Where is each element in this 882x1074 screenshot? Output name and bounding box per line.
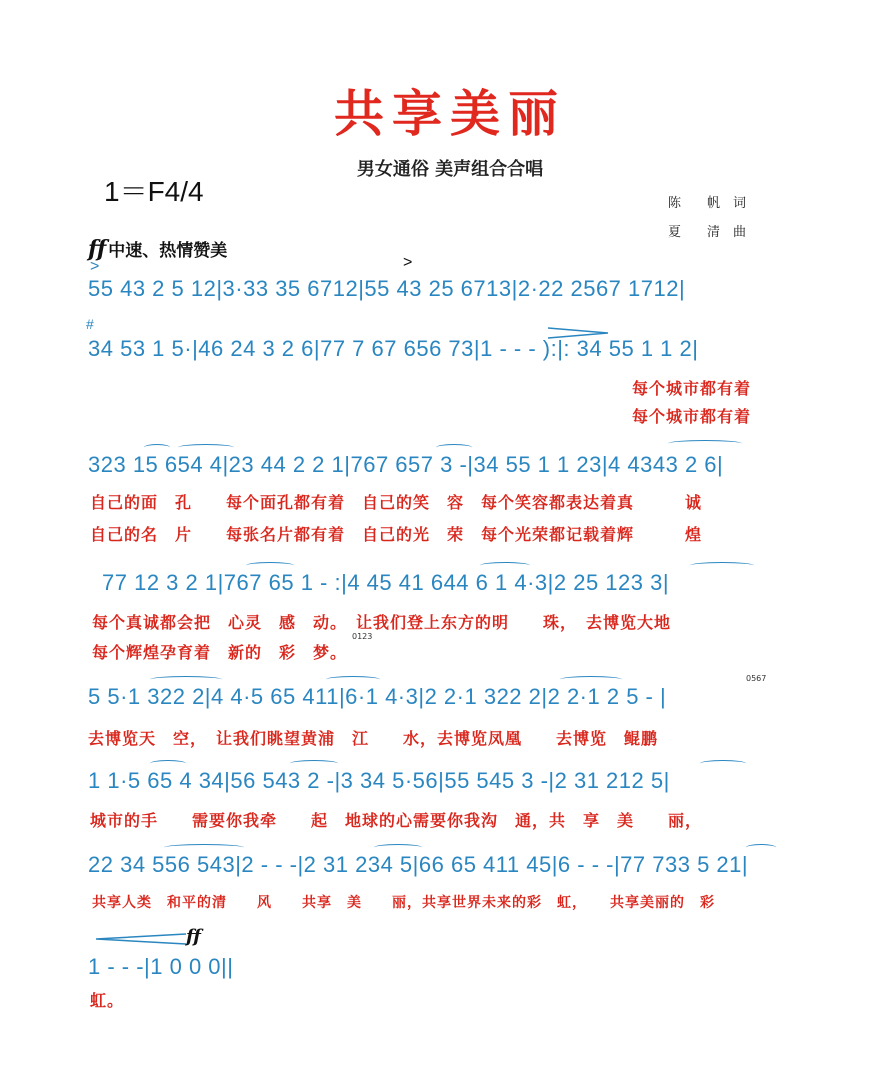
tempo-dynamic: ff	[88, 236, 107, 262]
lyricist-credit: 陈 帆 词	[668, 196, 747, 211]
lyric-line: 共享人类 和平的清 风 共享 美 丽，共享世界未来的彩 虹， 共享美丽的 彩	[92, 895, 715, 911]
final-dynamic: ff	[186, 926, 201, 947]
score-line-2: 34 53 1 5·|46 24 3 2 6|77 7 67 656 73|1 - - - ):|: 34 55 1 1 2|	[88, 336, 699, 361]
accent-mark: >	[90, 258, 100, 275]
lyric-line: 自己的面 孔 每个面孔都有着 自己的笑 容 每个笑容都表达着真 诚	[90, 493, 703, 512]
lyric-line: 虹。	[90, 991, 125, 1010]
sharp-mark: #	[86, 316, 94, 332]
lyric-line: 每个辉煌孕育着 新的 彩 梦。	[92, 643, 348, 662]
accent-mark: >	[403, 254, 413, 271]
lyric-line: 每个城市都有着	[632, 379, 752, 398]
lyric-line: 每个城市都有着	[632, 407, 752, 426]
slur-mark	[164, 844, 244, 851]
score-line-3: 323 15 654 4|23 44 2 2 1|767 657 3 -|34 55 1 1 23|4 4343 2 6|	[88, 452, 724, 477]
slur-mark	[746, 844, 776, 851]
lyric-line: 去博览天 空， 让我们眺望黄浦 江 水，去博览凤凰 去博览 鲲鹏	[88, 729, 659, 748]
slur-mark	[690, 562, 754, 569]
score-line-7: 22 34 556 543|2 - - -|2 31 234 5|66 65 411 45|6 - - -|77 733 5 21|	[88, 852, 749, 877]
slur-mark	[480, 562, 530, 569]
lyric-line: 每个真诚都会把 心灵 感 动。 让我们登上东方的明 珠， 去博览大地	[92, 613, 672, 632]
slur-mark	[436, 444, 472, 451]
lyric-line: 城市的手 需要你我牵 起 地球的心需要你我沟 通，共 享 美 丽，	[90, 811, 703, 830]
slur-mark	[668, 440, 742, 447]
slur-mark	[150, 676, 222, 683]
slur-mark	[290, 760, 338, 767]
tempo-text: 中速、热情赞美	[108, 241, 228, 261]
lyric-line: 自己的名 片 每张名片都有着 自己的光 荣 每个光荣都记载着辉 煌	[90, 525, 703, 544]
score-line-6: 1 1·5 65 4 34|56 543 2 -|3 34 5·56|55 545 3 -|2 31 212 5|	[88, 768, 670, 793]
crescendo-mark	[96, 932, 186, 946]
slur-mark	[560, 676, 622, 683]
slur-mark	[144, 444, 170, 451]
grace-note: 0123	[352, 632, 373, 641]
song-title: 共享美丽	[334, 84, 566, 143]
slur-mark	[150, 760, 186, 767]
song-subtitle: 男女通俗 美声组合合唱	[356, 159, 544, 180]
grace-note: 0567	[746, 674, 767, 683]
score-line-5: 5 5·1 322 2|4 4·5 65 411|6·1 4·3|2 2·1 322 2|2 2·1 2 5 - |	[88, 684, 667, 709]
slur-mark	[700, 760, 746, 767]
score-line-4: 77 12 3 2 1|767 65 1 - :|4 45 41 644 6 1 4·3|2 25 123 3|	[102, 570, 670, 595]
slur-mark	[326, 676, 380, 683]
decrescendo-mark	[548, 326, 608, 340]
slur-mark	[374, 844, 422, 851]
slur-mark	[178, 444, 234, 451]
slur-mark	[246, 562, 294, 569]
score-line-1: 55 43 2 5 12|3·33 35 6712|55 43 25 6713|2·22 2567 1712|	[88, 276, 686, 301]
composer-credit: 夏 清 曲	[668, 225, 747, 240]
key-signature: 1＝F4/4	[104, 176, 204, 207]
score-line-8: 1 - - -|1 0 0 0||	[88, 954, 234, 979]
